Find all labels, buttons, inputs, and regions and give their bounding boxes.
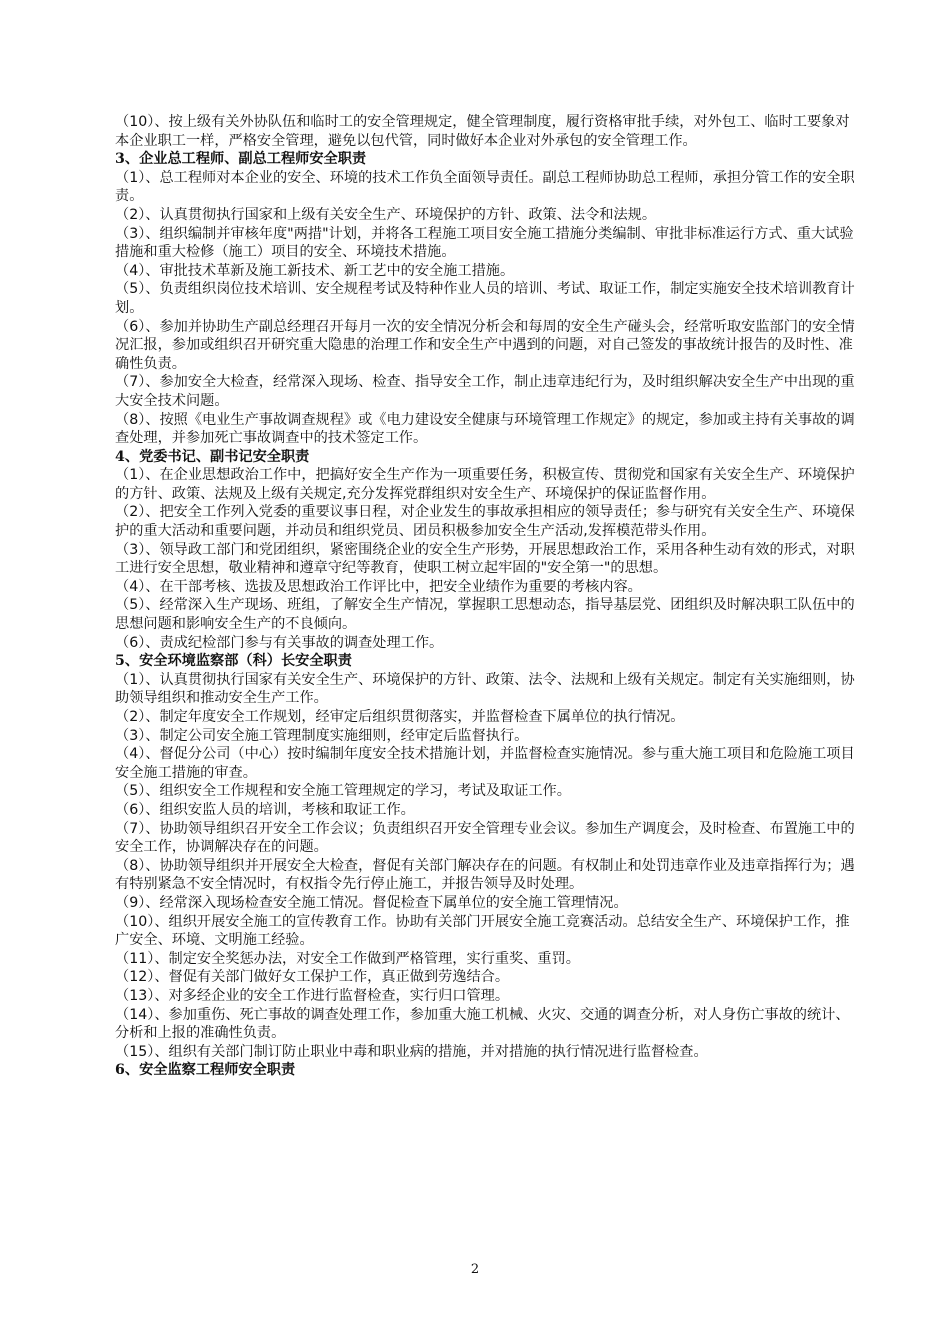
paragraph: （6）、参加并协助生产副总经理召开每月一次的安全情况分析会和每周的安全生产碰头会，经常听取安监部门的安全情况汇报，参加或组织召开研究重大隐患的治理工作和安全生产中遇到的问题，对自己签发的事故统计报告的及时性、准确性负责。 — [115, 318, 855, 372]
paragraph: （1）、在企业思想政治工作中，把搞好安全生产作为一项重要任务，积极宣传、贯彻党和国家有关安全生产、环境保护的方针、政策、法规及上级有关规定,充分发挥党群组织对安全生产、环境保护的保证监督作用。 — [115, 467, 855, 502]
section-heading — [115, 150, 855, 169]
paragraph: （10）、组织开展安全施工的宣传教育工作。协助有关部门开展安全施工竞赛活动。总结安全生产、环境保护工作，推广安全、环境、文明施工经验。 — [115, 913, 850, 949]
section-title: 安全环境监察部（科）长安全职责 — [139, 653, 352, 670]
document-body — [115, 113, 855, 1080]
section-number: 4、 — [115, 448, 140, 465]
section-title: 企业总工程师、副总工程师安全职责 — [139, 151, 367, 168]
paragraph: （9）、经常深入现场检查安全施工情况。督促检查下属单位的安全施工管理情况。 — [115, 894, 628, 911]
section-number: 3、 — [115, 151, 140, 168]
paragraph: （2）、认真贯彻执行国家和上级有关安全生产、环境保护的方针、政策、法令和法规。 — [115, 206, 657, 223]
section-heading — [115, 652, 855, 671]
paragraph: （4）、审批技术革新及施工新技术、新工艺中的安全施工措施。 — [115, 262, 515, 279]
paragraph: （12）、督促有关部门做好女工保护工作，真正做到劳逸结合。 — [115, 969, 510, 986]
paragraph: （11）、制定安全奖惩办法，对安全工作做到严格管理，实行重奖、重罚。 — [115, 950, 580, 967]
paragraph: （3）、制定公司安全施工管理制度实施细则，经审定后监督执行。 — [115, 727, 529, 744]
paragraph: （4）、督促分公司（中心）按时编制年度安全技术措施计划，并监督检查实施情况。参与重大施工项目和危险施工项目安全施工措施的审查。 — [115, 746, 855, 781]
section-number: 5、 — [115, 653, 140, 670]
paragraph: （8）、按照《电业生产事故调查规程》或《电力建设安全健康与环境管理工作规定》的规定，参加或主持有关事故的调查处理，并参加死亡事故调查中的技术签定工作。 — [115, 411, 855, 447]
section-number: 6、 — [115, 1062, 140, 1079]
paragraph: （2）、把安全工作列入党委的重要议事日程，对企业发生的事故承担相应的领导责任；参与研究有关安全生产、环境保护的重大活动和重要问题，并动员和组织党员、团员积极参加安全生产活动,发挥模范带头作用。 — [115, 504, 855, 540]
paragraph: （3）、领导政工部门和党团组织，紧密围绕企业的安全生产形势，开展思想政治工作，采用各种生动有效的形式，对职工进行安全思想，敬业精神和遵章守纪等教育，使职工树立起牢固的"安全第一"的思想。 — [115, 541, 855, 577]
paragraph: （10）、按上级有关外协队伍和临时工的安全管理规定，健全管理制度，履行资格审批手续，对外包工、临时工要象对本企业职工一样，严格安全管理，避免以包代管，同时做好本企业对外承包的安全管理工作。 — [115, 114, 850, 149]
paragraph: （8）、协助领导组织并开展安全大检查，督促有关部门解决存在的问题。有权制止和处罚违章作业及违章指挥行为；遇有特别紧急不安全情况时，有权指令先行停止施工，并报告领导及时处理。 — [115, 857, 855, 893]
paragraph: （15）、组织有关部门制订防止职业中毒和职业病的措施，并对措施的执行情况进行监督检查。 — [115, 1043, 708, 1060]
paragraph: （14）、参加重伤、死亡事故的调查处理工作，参加重大施工机械、火灾、交通的调查分析，对人身伤亡事故的统计、分析和上报的准确性负责。 — [115, 1006, 850, 1042]
paragraph: （6）、责成纪检部门参与有关事故的调查处理工作。 — [115, 634, 444, 651]
section-heading — [115, 1061, 855, 1080]
paragraph: （5）、经常深入生产现场、班组，了解安全生产情况，掌握职工思想动态，指导基层党、团组织及时解决职工队伍中的思想问题和影响安全生产的不良倾向。 — [115, 597, 855, 633]
paragraph: （13）、对多经企业的安全工作进行监督检查，实行归口管理。 — [115, 987, 510, 1004]
paragraph: （1）、认真贯彻执行国家有关安全生产、环境保护的方针、政策、法令、法规和上级有关规定。制定有关实施细则，协助领导组织和推动安全生产工作。 — [115, 671, 855, 707]
paragraph: （1）、总工程师对本企业的安全、环境的技术工作负全面领导责任。副总工程师协助总工程师，承担分管工作的安全职责。 — [115, 169, 855, 205]
section-title: 安全监察工程师安全职责 — [139, 1062, 296, 1079]
paragraph: （4）、在干部考核、选拔及思想政治工作评比中，把安全业绩作为重要的考核内容。 — [115, 578, 642, 595]
page-number: 2 — [470, 1262, 480, 1277]
paragraph: （7）、参加安全大检查，经常深入现场、检查、指导安全工作，制止违章违纪行为，及时组织解决安全生产中出现的重大安全技术问题。 — [115, 374, 855, 409]
paragraph: （7）、协助领导组织召开安全工作会议；负责组织召开安全管理专业会议。参加生产调度会，及时检查、布置施工中的安全工作，协调解决存在的问题。 — [115, 820, 855, 856]
section-title: 党委书记、副书记安全职责 — [139, 448, 310, 465]
paragraph: （5）、负责组织岗位技术培训、安全规程考试及特种作业人员的培训、考试、取证工作，制定实施安全技术培训教育计划。 — [115, 281, 855, 316]
paragraph: （3）、组织编制并审核年度"两措"计划，并将各工程施工项目安全施工措施分类编制、审批非标准运行方式、重大试验措施和重大检修（施工）项目的安全、环境技术措施。 — [115, 225, 854, 261]
paragraph: （6）、组织安监人员的培训，考核和取证工作。 — [115, 801, 415, 818]
paragraph: （2）、制定年度安全工作规划，经审定后组织贯彻落实，并监督检查下属单位的执行情况。 — [115, 709, 685, 725]
paragraph: （5）、组织安全工作规程和安全施工管理规定的学习，考试及取证工作。 — [115, 783, 571, 800]
section-heading — [115, 448, 855, 467]
